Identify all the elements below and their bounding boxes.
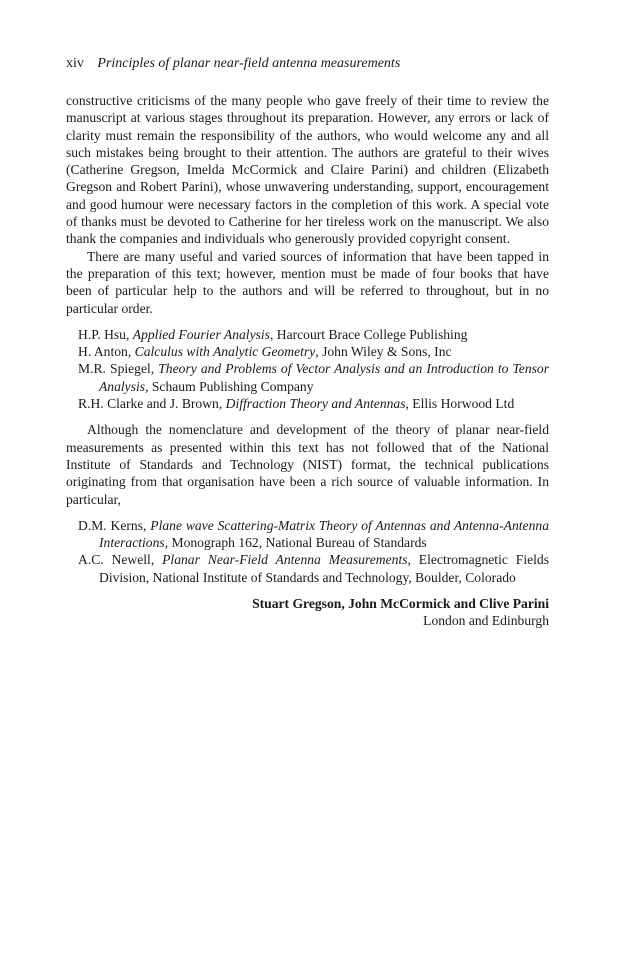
paragraph-sources: There are many useful and varied sources of information that have been tapped in the preparation of this text; however, mention must be made of four books that have been of particular help to the authors and will be referred to throughout, but in no particular order. — [66, 248, 549, 316]
book-title: Calculus with Analytic Geometry — [134, 344, 316, 360]
book-author: H.P. Hsu, — [78, 326, 133, 342]
reference-title: Plane wave Scattering-Matrix Theory of Antennas and Antenna-Antenna Interactions — [99, 517, 549, 551]
book-reference — [66, 343, 549, 360]
page-body — [66, 92, 549, 630]
reference-publisher: , Electromagnetic Fields Division, National Institute of Standards and Technology, Boulder, Colorado — [99, 552, 549, 585]
reference-publisher: , Monograph 162, National Bureau of Standards — [164, 535, 427, 551]
book-list — [66, 326, 549, 412]
author-signature: Stuart Gregson, John McCormick and Clive Parini — [252, 596, 549, 612]
book-publisher: , Harcourt Brace College Publishing — [269, 326, 468, 342]
reference-title: Planar Near-Field Antenna Measurements — [162, 552, 408, 568]
book-reference — [66, 326, 549, 343]
running-header — [66, 55, 556, 73]
paragraph-nist: Although the nomenclature and development of the theory of planar near-field measurements as presented within this text has not followed that of the National Institute of Standards and Technology (NIST) format, the technical publications originating from that organisation have been a rich source of valuable information. In particular, — [66, 422, 549, 507]
reference-author: A.C. Newell, — [78, 552, 163, 568]
paragraph-acknowledgements: constructive criticisms of the many people who gave freely of their time to review the manuscript at various stages throughout its preparation. However, any errors or lack of clarity must remain the responsibility of the authors, who would welcome any and all such mistakes being brought to their attention. The authors are grateful to their wives (Catherine Gregson, Imelda McCormick and Claire Parini) and children (Elizabeth Gregson and Robert Parini), whose unwavering understanding, support, encouragement and good humour were necessary factors in the completion of this work. A special vote of thanks must be devoted to Catherine for her tireless work on the manuscript. We also thank the companies and individuals who generously provided copyright consent. — [66, 93, 549, 247]
book-reference — [66, 395, 549, 412]
page-number: xiv — [66, 56, 84, 71]
book-publisher: , Schaum Publishing Company — [145, 378, 314, 394]
book-publisher: , John Wiley & Sons, Inc — [315, 344, 452, 360]
nist-reference — [66, 551, 549, 586]
running-title: Principles of planar near-field antenna measurements — [97, 56, 401, 71]
book-title: Diffraction Theory and Antennas — [225, 396, 406, 412]
book-author: M.R. Spiegel, — [78, 361, 159, 377]
signature-place: London and Edinburgh — [423, 613, 549, 629]
book-author: R.H. Clarke and J. Brown, — [78, 396, 226, 412]
nist-reference — [66, 517, 549, 552]
book-author: H. Anton, — [78, 344, 135, 360]
reference-author: D.M. Kerns, — [78, 517, 151, 533]
book-reference — [66, 360, 549, 395]
book-publisher: , Ellis Horwood Ltd — [405, 396, 515, 412]
book-title: Theory and Problems of Vector Analysis and an Introduction to Tensor Analysis — [99, 361, 549, 394]
book-title: Applied Fourier Analysis — [132, 326, 270, 342]
nist-reference-list — [66, 517, 549, 586]
